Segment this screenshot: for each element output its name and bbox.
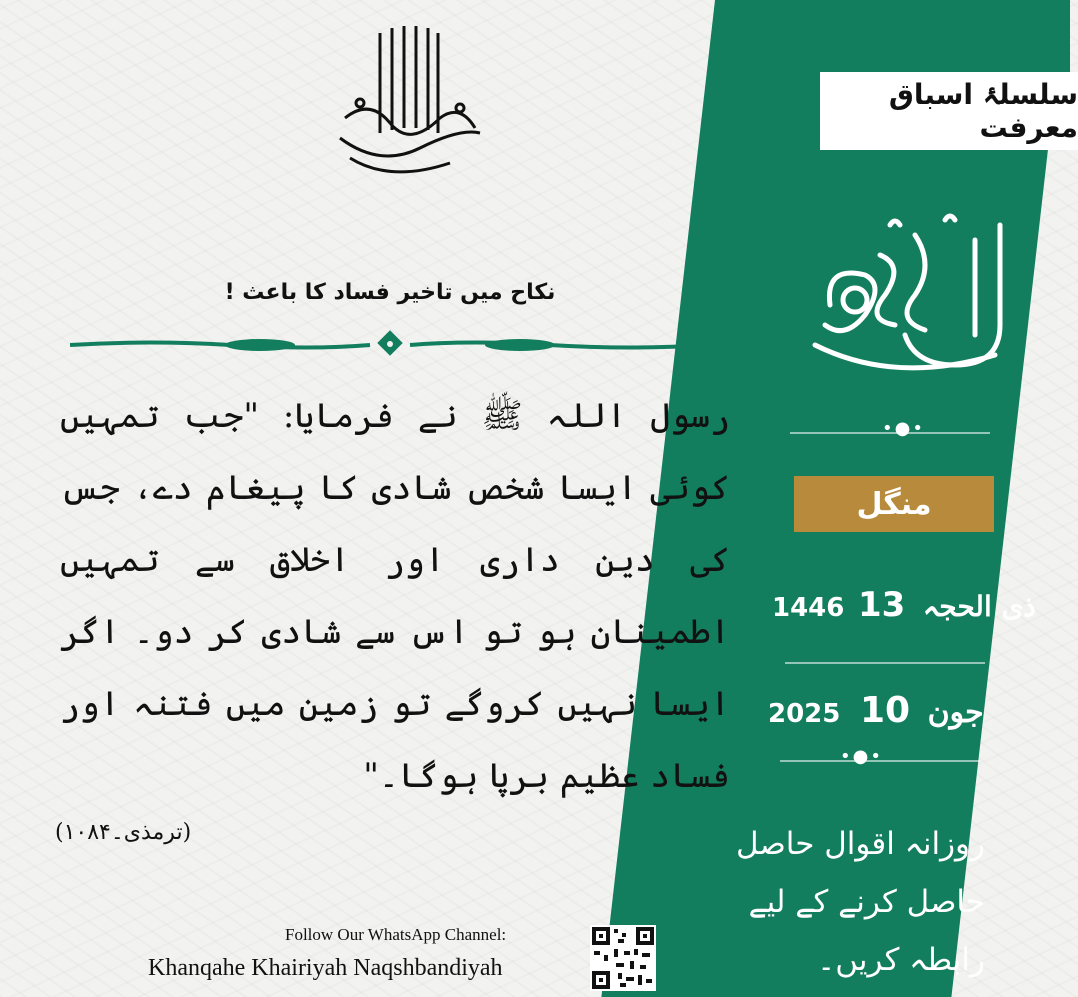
hadith-reference: (ترمذی۔۱۰۸۴) [55, 820, 192, 845]
dots-separator-1: •●• [882, 418, 925, 439]
band-separator-2 [785, 662, 985, 664]
qr-code-icon[interactable] [590, 925, 656, 991]
contact-note: روزانہ اقوال حاصل حاصل کرنے کے لیے رابطہ کریں۔ [735, 826, 985, 978]
channel-name: Khanqahe Khairiyah Naqshbandiyah [148, 955, 503, 981]
day-badge [794, 476, 994, 532]
hijri-month: ذی الحجہ [922, 590, 1036, 623]
bismillah-calligraphy [320, 18, 490, 183]
gregorian-date [768, 690, 984, 731]
hadith-text: رسول اللہ ﷺ نے فرمایا: "جب تمہیں کوئی ایسا شخص شادی کا پیغام دے، جس کی دین داری اور اخلاق سے تمہیں اطمینان ہو تو اس سے شادی کر دو۔ اگر ایسا نہیں کروگے تو زمین میں فتنہ اور فساد عظیم برپا ہوگا۔" [60, 396, 730, 796]
green-top-block [830, 0, 1070, 72]
hijri-date [772, 585, 1036, 625]
follow-whatsapp-text: Follow Our WhatsApp Channel: [285, 925, 507, 944]
post-heading: نکاح میں تاخیر فساد کا باعث ! [224, 280, 556, 305]
ornamental-divider [70, 330, 710, 360]
greg-month: جون [927, 695, 984, 730]
series-title-box [820, 72, 1078, 150]
day-label: منگل [856, 486, 932, 522]
hijri-day: 13 [857, 585, 906, 625]
series-title: سلسلۂ اسباق معرفت [888, 78, 1078, 144]
hijri-year: 1446 [772, 593, 845, 623]
al-ilm-noor-logo [795, 195, 1025, 395]
greg-day: 10 [859, 690, 911, 731]
dots-separator-3: •●• [840, 746, 883, 767]
greg-year: 2025 [768, 699, 841, 729]
